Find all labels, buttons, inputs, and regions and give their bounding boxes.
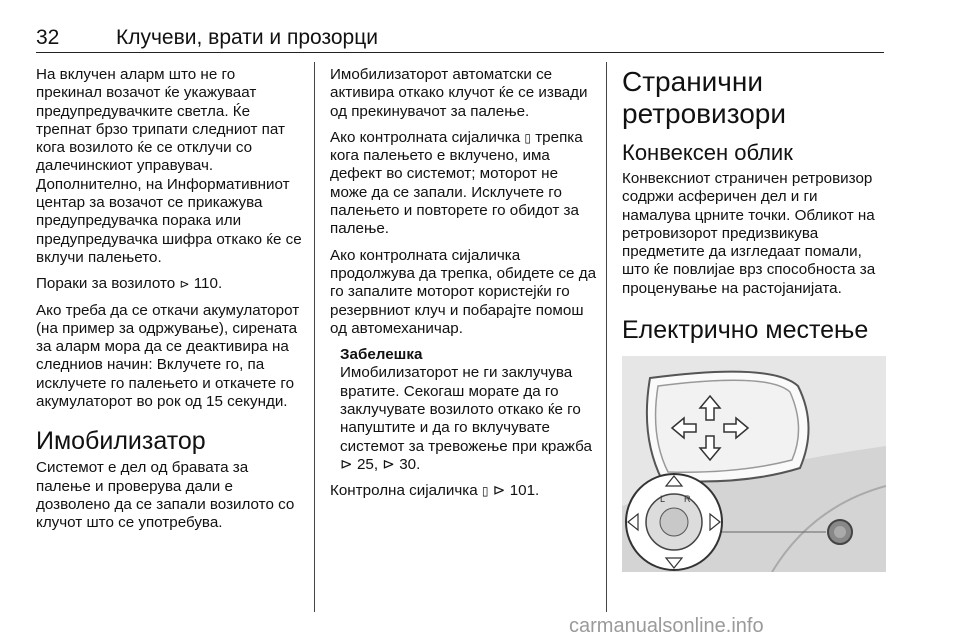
vehicle-messages-paragraph	[36, 275, 304, 293]
control-light-ref-number: ⊳ 101.	[488, 482, 540, 500]
side-mirrors-title: Странични ретровизори	[622, 66, 787, 129]
note-text: Имобилизаторот не ги заклучува вратите. Секогаш морате да го заклучувате возилото откако ќе го напуштите и да го вклучувате системот за тревожење при кражба	[340, 364, 592, 455]
control-light-ref-paragraph	[330, 482, 598, 500]
svg-text:R: R	[684, 494, 691, 504]
immobilizer-light-icon: ▯	[524, 130, 531, 145]
vehicle-messages-text: Пораки за возилото	[36, 275, 180, 293]
immobilizer-auto-paragraph: Имобилизаторот автоматски се активира откако клучот ќе се извади од прекинувачот за палење.	[330, 66, 588, 120]
page-number: 32	[36, 26, 60, 49]
chapter-title: Клучеви, врати и прозорци	[116, 26, 378, 49]
electric-adjust-heading: Електрично местење	[622, 316, 869, 345]
mirror-adjust-figure	[622, 356, 886, 572]
immobilizer-paragraph: Системот е дел од бравата за палење и проверува дали е дозволено да се запали возилото со клучот што се употребува.	[36, 459, 295, 532]
note-paragraph	[340, 364, 598, 474]
control-light-paragraph	[330, 129, 598, 239]
reference-arrow-icon: ⊳	[179, 277, 190, 292]
column-divider-2	[606, 62, 607, 612]
note-ref-1: ⊳ 25,	[340, 455, 383, 473]
column-divider	[314, 62, 315, 612]
note-title: Забелешка	[340, 346, 423, 364]
mirror-adjust-icon	[622, 356, 886, 572]
vehicle-messages-ref: 110.	[189, 275, 223, 293]
control-light-text-b: трепка кога палењето е вклучено, има дефект во системот; моторот не може да се запали. Исклучете го палењето и повторете го обидот за палење.	[330, 128, 583, 238]
immobilizer-heading: Имобилизатор	[36, 427, 206, 456]
spare-key-paragraph: Ако контролната сијаличка продолжува да трепка, обидете се да го запалите моторот користејќи го резервниот клуч и побарајте помош од автомеханичар.	[330, 246, 597, 337]
note-block	[330, 346, 598, 474]
control-light-ref-text: Контролна сијаличка	[330, 482, 482, 500]
column-middle	[330, 66, 598, 509]
battery-paragraph: Ако треба да се откачи акумулаторот (на пример за одржување), сирената за аларм мора да се деактивира на следниов начин: Вклучете го, па исклучете го палењето и откачете го акумулаторот во рок од 15 секунди.	[36, 301, 300, 411]
page-header	[36, 22, 884, 53]
column-left	[36, 66, 304, 541]
svg-text:L: L	[660, 494, 666, 504]
immobilizer-light-icon-2: ▯	[481, 484, 489, 499]
watermark: carmanualsonline.info	[569, 615, 764, 637]
control-light-text-a: Ако контролната сијаличка	[330, 128, 525, 146]
convex-shape-heading: Конвексен облик	[622, 140, 793, 165]
column-right	[622, 66, 890, 348]
convex-shape-paragraph: Конвексниот страничен ретровизор содржи асферичен дел и ги намалува црните точки. Обликот на ретровизорот предизвикува предметите да изгледаат помали, што ќе повлијае врз способноста за проценување на растојанијата.	[622, 170, 876, 297]
alarm-paragraph: На вклучен аларм што не го прекинал возачот ќе укажуваат предупредувачките светла. Ќе трепнат брзо трипати следниот пат кога возилото ќе се отклучи со далечинскиот управувач. Дополнително, на Информативниот центар за возачот се прикажува предупредувачка порака или предупредувачка шифра откако ќе се вклучи палењето.	[36, 66, 302, 266]
note-ref-2: ⊳ 30.	[382, 455, 421, 473]
